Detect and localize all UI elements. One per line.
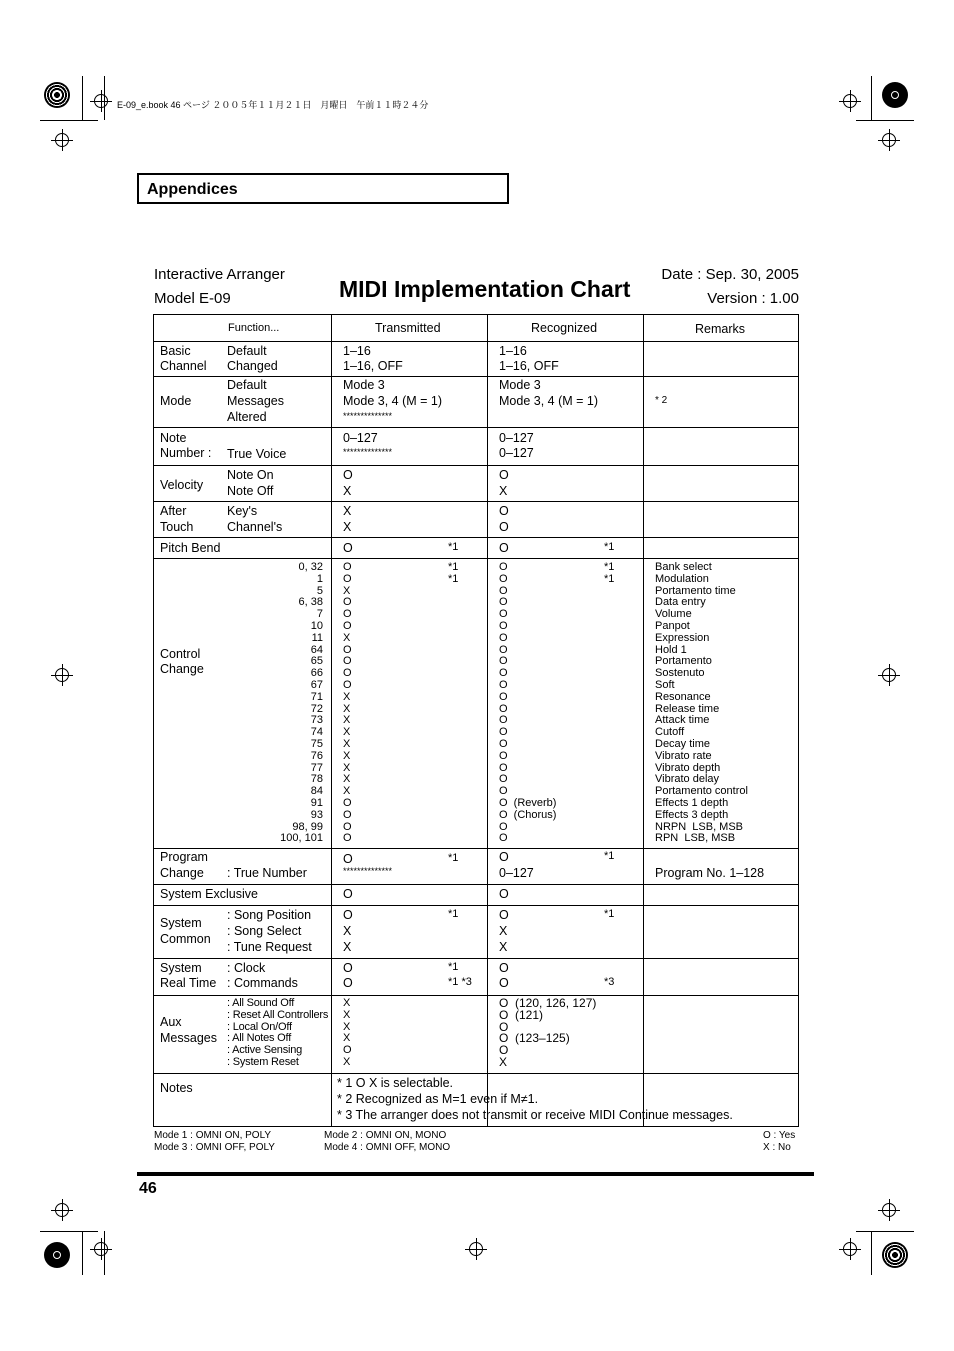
row-label: Program bbox=[160, 850, 208, 864]
recognized-value: O bbox=[499, 850, 509, 864]
remark: Program No. 1–128 bbox=[655, 866, 765, 880]
recognized-value: X bbox=[499, 940, 508, 954]
crosshair-icon bbox=[882, 133, 896, 147]
column-header-transmitted: Transmitted bbox=[375, 321, 441, 335]
crosshair-icon bbox=[843, 1242, 857, 1256]
recognized-value: O bbox=[499, 504, 509, 518]
row-sublabel: Default bbox=[227, 344, 267, 358]
crosshair-icon bbox=[882, 668, 896, 682]
row-sublabel: Note On bbox=[227, 468, 274, 482]
recognized-note: *1 bbox=[604, 908, 615, 920]
note-2: * 2 Recognized as M=1 even if M≠1. bbox=[337, 1092, 539, 1106]
recognized-value: Mode 3 bbox=[499, 378, 541, 392]
row-sublabel: : Song Select bbox=[227, 924, 302, 938]
recognized-values: O (120, 126, 127) O (121) O O (123–125) O X bbox=[499, 996, 597, 1069]
row-label: Mode bbox=[160, 394, 192, 408]
recognized-value: 0–127 bbox=[499, 446, 534, 460]
row-label: Touch bbox=[160, 520, 194, 534]
crosshair-icon bbox=[94, 1242, 108, 1256]
transmitted-value: ************** bbox=[343, 447, 393, 457]
row-sublabel: : Song Position bbox=[227, 908, 312, 922]
transmitted-value: O bbox=[343, 976, 353, 990]
note-3: * 3 The arranger does not transmit or receive MIDI Continue messages. bbox=[337, 1108, 733, 1122]
recognized-value: O bbox=[499, 541, 509, 555]
recognized-notes: *1 *1 bbox=[604, 561, 615, 585]
transmitted-value: O bbox=[343, 852, 353, 866]
midi-implementation-table bbox=[153, 314, 799, 1127]
row-label: Pitch Bend bbox=[160, 541, 221, 555]
recognized-value: O bbox=[499, 976, 509, 990]
recognized-value: X bbox=[499, 484, 508, 498]
transmitted-value: X bbox=[343, 484, 352, 498]
registration-target-icon bbox=[882, 1242, 908, 1268]
note-1: * 1 O X is selectable. bbox=[337, 1076, 454, 1090]
transmitted-value: Mode 3, 4 (M = 1) bbox=[343, 394, 442, 408]
transmitted-value: O bbox=[343, 908, 353, 922]
crosshair-icon bbox=[469, 1242, 483, 1256]
recognized-value: 1–16, OFF bbox=[499, 359, 559, 373]
column-header-function: Function... bbox=[228, 322, 280, 334]
recognized-value: 0–127 bbox=[499, 431, 534, 445]
column-header-remarks: Remarks bbox=[695, 322, 746, 336]
row-sublabel: Messages bbox=[227, 394, 284, 408]
recognized-value: O bbox=[499, 887, 509, 901]
row-label: System bbox=[160, 961, 202, 975]
row-label: Note bbox=[160, 431, 187, 445]
row-sublabel: : Commands bbox=[227, 976, 298, 990]
column-header-recognized: Recognized bbox=[531, 321, 598, 335]
transmitted-note: *1 bbox=[448, 908, 459, 920]
recognized-note: *1 bbox=[604, 541, 615, 553]
chart-date: Date : Sep. 30, 2005 bbox=[661, 266, 799, 283]
section-tab bbox=[137, 173, 509, 204]
controller-remarks: Bank select Modulation Portamento time Data entry Volume Panpot Expression Hold 1 Portamento Sostenuto Soft Resonance Release time Attack time Cutoff Decay time Vibrato rate Vibrato depth Vibrato delay Portamento control Effects 1 depth Effects 3 depth NRPN LSB, MSB RPN LSB, MSB bbox=[655, 561, 748, 845]
row-label: Aux bbox=[160, 1015, 182, 1029]
section-tab-label: Appendices bbox=[147, 181, 238, 198]
recognized-values: O O O O O O O O O O O O O O O O O O O O O (Reverb) O (Chorus) O O bbox=[499, 561, 557, 845]
product-name: Interactive Arranger bbox=[154, 266, 285, 283]
chart-version: Version : 1.00 bbox=[707, 290, 799, 307]
row-sublabel: : Tune Request bbox=[227, 940, 312, 954]
row-label: Common bbox=[160, 932, 211, 946]
transmitted-value: Mode 3 bbox=[343, 378, 385, 392]
recognized-value: O bbox=[499, 908, 509, 922]
recognized-value: O bbox=[499, 961, 509, 975]
transmitted-value: X bbox=[343, 504, 352, 518]
transmitted-note: *1 bbox=[448, 961, 459, 973]
row-label: Basic bbox=[160, 344, 191, 358]
crosshair-icon bbox=[843, 94, 857, 108]
transmitted-value: 1–16, OFF bbox=[343, 359, 403, 373]
row-label: Velocity bbox=[160, 478, 204, 492]
remark: * 2 bbox=[655, 395, 668, 406]
legend-no: X : No bbox=[763, 1142, 791, 1153]
mode-legend: Mode 4 : OMNI OFF, MONO bbox=[324, 1142, 451, 1153]
transmitted-value: 0–127 bbox=[343, 431, 378, 445]
crosshair-icon bbox=[55, 668, 69, 682]
row-label: Number : bbox=[160, 446, 212, 460]
row-sublabel: Key's bbox=[227, 504, 258, 518]
recognized-value: Mode 3, 4 (M = 1) bbox=[499, 394, 598, 408]
transmitted-values: X X X X O X bbox=[343, 997, 352, 1068]
transmitted-note: *1 bbox=[448, 541, 459, 553]
transmitted-value: X bbox=[343, 940, 352, 954]
row-sublabel: True Voice bbox=[227, 447, 287, 461]
page-number: 46 bbox=[139, 1180, 157, 1197]
crosshair-icon bbox=[882, 1203, 896, 1217]
row-label: System Exclusive bbox=[160, 887, 258, 901]
registration-target-icon bbox=[882, 82, 908, 108]
transmitted-value: X bbox=[343, 520, 352, 534]
mode-legend: Mode 3 : OMNI OFF, POLY bbox=[154, 1142, 275, 1153]
crosshair-icon bbox=[94, 94, 108, 108]
registration-target-icon bbox=[44, 1242, 70, 1268]
row-sublabel: Changed bbox=[227, 359, 278, 373]
transmitted-notes: *1 *1 bbox=[448, 561, 459, 585]
row-label: System bbox=[160, 916, 202, 930]
recognized-value: O bbox=[499, 520, 509, 534]
transmitted-value: 1–16 bbox=[343, 344, 371, 358]
page-title: MIDI Implementation Chart bbox=[339, 276, 631, 302]
transmitted-value: ************** bbox=[343, 411, 393, 421]
transmitted-note: *1 *3 bbox=[448, 976, 472, 988]
transmitted-value: X bbox=[343, 924, 352, 938]
mode-legend: Mode 1 : OMNI ON, POLY bbox=[154, 1130, 272, 1141]
controller-numbers: 0, 32 1 5 6, 38 7 10 11 64 65 66 67 71 72 73 74 75 76 77 78 84 91 93 98, 99 100, 101 bbox=[280, 561, 323, 845]
row-label: Control bbox=[160, 647, 201, 661]
row-label: Messages bbox=[160, 1031, 217, 1045]
recognized-value: 1–16 bbox=[499, 344, 527, 358]
row-label: After bbox=[160, 504, 187, 518]
transmitted-note: *1 bbox=[448, 852, 459, 864]
transmitted-value: ************** bbox=[343, 866, 393, 876]
recognized-note: *1 bbox=[604, 850, 615, 862]
registration-target-icon bbox=[44, 82, 70, 108]
recognized-value: O bbox=[499, 468, 509, 482]
transmitted-value: O bbox=[343, 887, 353, 901]
page-rule bbox=[137, 1172, 814, 1176]
row-label: Change bbox=[160, 866, 204, 880]
row-sublabel: Default bbox=[227, 378, 267, 392]
model-name: Model E-09 bbox=[154, 290, 231, 307]
row-label: Notes bbox=[160, 1081, 193, 1095]
row-sublabel: : True Number bbox=[227, 866, 307, 880]
transmitted-values: O O X O O O X O O O O X X X X X X X X X O O O O bbox=[343, 561, 352, 845]
crosshair-icon bbox=[55, 133, 69, 147]
row-sublabel: Note Off bbox=[227, 484, 274, 498]
recognized-note: *3 bbox=[604, 976, 615, 988]
crosshair-icon bbox=[55, 1203, 69, 1217]
transmitted-value: O bbox=[343, 961, 353, 975]
transmitted-value: O bbox=[343, 541, 353, 555]
mode-legend: Mode 2 : OMNI ON, MONO bbox=[324, 1130, 447, 1141]
row-sublabel: : Clock bbox=[227, 961, 266, 975]
row-label: Real Time bbox=[160, 976, 217, 990]
row-label: Change bbox=[160, 662, 204, 676]
legend-yes: O : Yes bbox=[763, 1130, 796, 1141]
row-sublabel: Altered bbox=[227, 410, 267, 424]
recognized-value: 0–127 bbox=[499, 866, 534, 880]
row-label: Channel bbox=[160, 359, 207, 373]
recognized-value: X bbox=[499, 924, 508, 938]
file-info: E-09_e.book 46 ページ ２００５年１１月２１日 月曜日 午前１１時２４分 bbox=[117, 100, 429, 110]
aux-sublabels: : All Sound Off : Reset All Controllers : Local On/Off : All Notes Off : Active Sensing : System Reset bbox=[227, 997, 329, 1068]
transmitted-value: O bbox=[343, 468, 353, 482]
row-sublabel: Channel's bbox=[227, 520, 283, 534]
